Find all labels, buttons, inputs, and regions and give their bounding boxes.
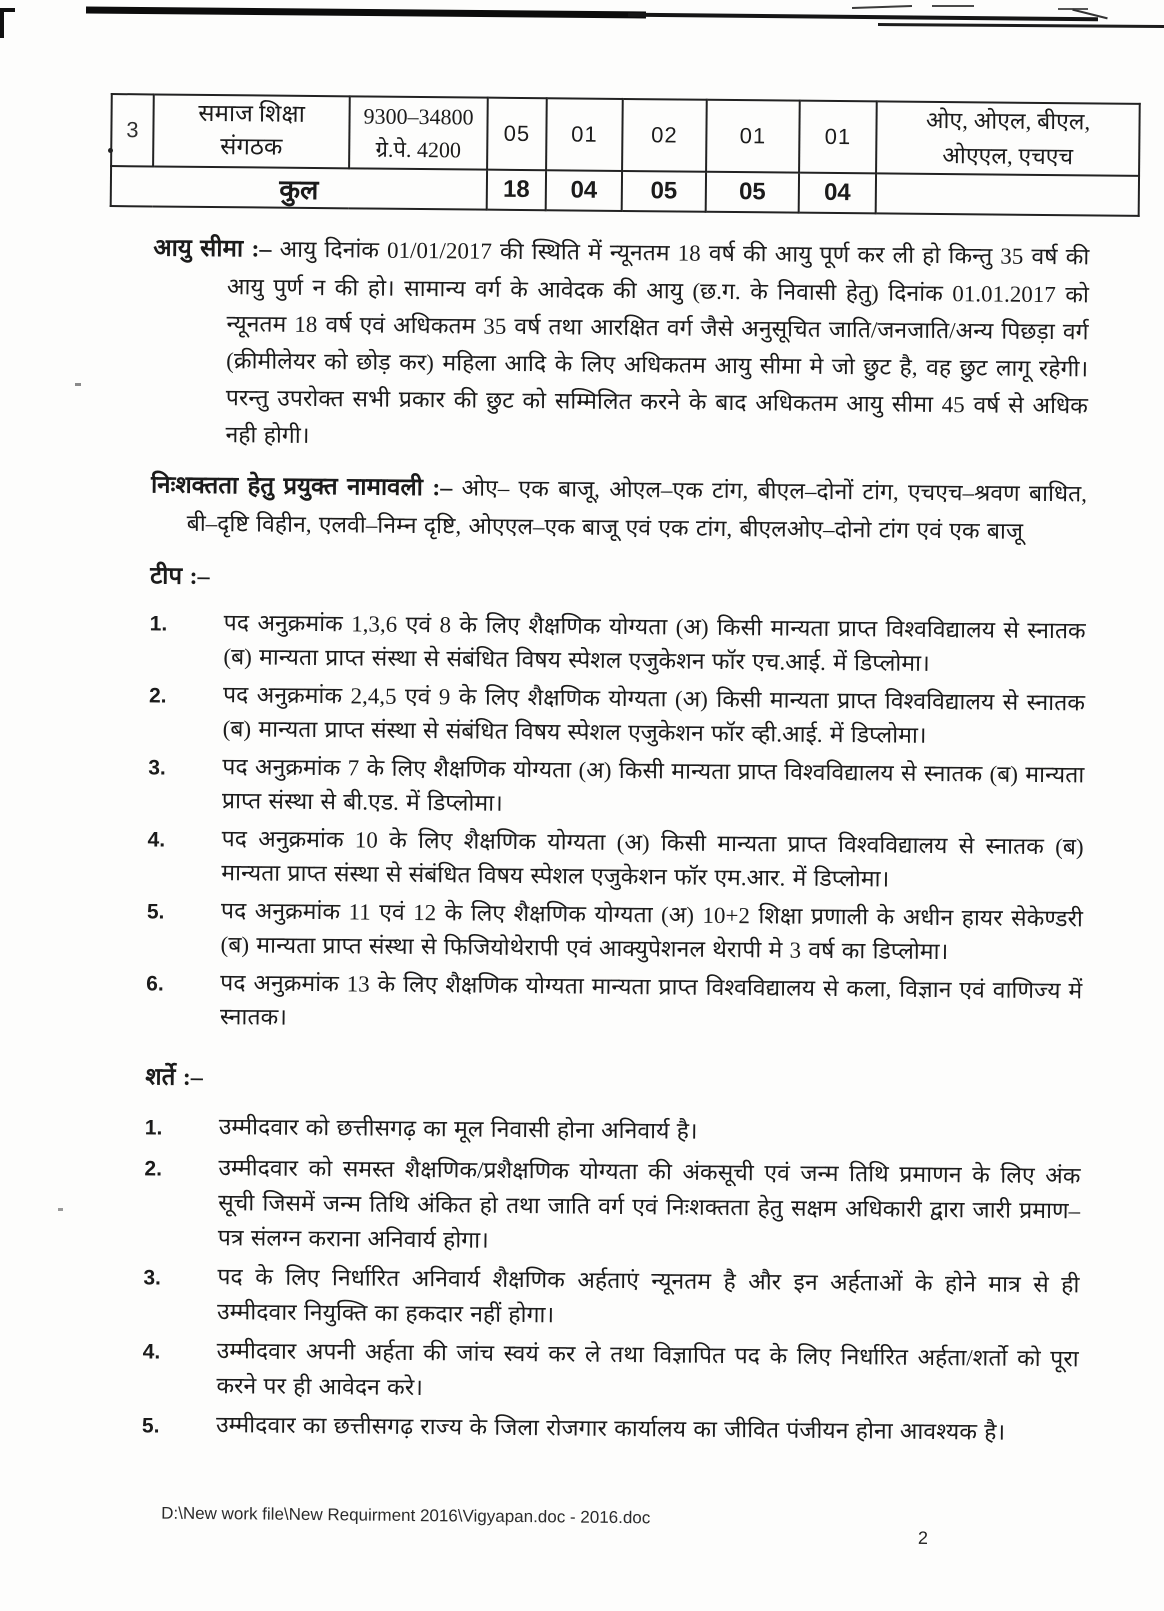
condition-item (143, 1258, 1080, 1337)
condition-text: उम्मीदवार का छत्तीसगढ़ राज्य के जिला रोजगार कार्यालय का जीवित पंजीयन होना आवश्यक है। (215, 1412, 1006, 1445)
condition-text: पद के लिए निर्धारित अनिवार्य शैक्षणिक अर्हताएं न्यूनतम है और इन अर्हताओं के होने मात्र से ही उम्मीदवार नियुक्ति का हकदार नहीं होगा। (216, 1264, 1080, 1328)
conditions-list (142, 1108, 1081, 1452)
note-item (149, 677, 1086, 754)
condition-item (142, 1332, 1079, 1411)
note-number: 2. (148, 684, 167, 708)
notes-list (146, 605, 1086, 1042)
note-item (148, 749, 1085, 826)
note-number: 6. (146, 972, 164, 996)
note-text: पद अनुक्रमांक 13 के लिए शैक्षणिक योग्यता मान्यता प्राप्त विश्वविद्यालय से कला, विज्ञान एवं वाणिज्य में स्नातक। (219, 970, 1083, 1030)
posts-count-cell: 05 (487, 98, 547, 171)
body-text-column (142, 229, 1090, 1456)
post-name-cell: समाज शिक्षा संगठक (153, 94, 350, 168)
note-text: पद अनुक्रमांक 2,4,5 एवं 9 के लिए शैक्षणिक योग्यता (अ) किसी मान्यता प्राप्त विश्वविद्यालय से स्नातक (ब) मान्यता प्राप्त संस्था से संबंधित विषय स्पेशल एजुकेशन फॉर व्ही.आई. में डिप्लोमा। (222, 682, 1086, 748)
note-number: 3. (148, 756, 166, 780)
note-item (149, 605, 1086, 682)
total-count-cell: 05 (622, 171, 706, 212)
condition-text: उम्मीदवार अपनी अर्हता की जांच स्वयं कर ले तथा विज्ञापित पद के लिए निर्धारित अर्हता/शर्तो को पूरा करने पर ही आवेदन करे। (216, 1338, 1079, 1401)
pay-scale-cell: 9300–34800 ग्रे.पे. 4200 (349, 96, 488, 169)
scan-artifact-corner (0, 8, 4, 38)
total-count-cell: 04 (546, 170, 622, 211)
condition-text: उम्मीदवार को छत्तीसगढ़ का मूल निवासी होना अनिवार्य है। (218, 1114, 698, 1144)
condition-number: 5. (141, 1414, 160, 1438)
condition-number: 4. (142, 1340, 161, 1364)
table-total-row (111, 166, 1139, 216)
note-number: 1. (149, 612, 168, 636)
notes-heading: टीप :– (150, 563, 210, 591)
condition-number: 3. (143, 1266, 162, 1290)
posts-count-cell: 02 (622, 99, 707, 172)
page-number: 2 (917, 1527, 929, 1548)
posts-count-cell: 01 (546, 98, 623, 171)
disability-codes-cell: ओए, ओएल, बीएल, ओएएल, एचएच (876, 101, 1140, 176)
total-count-cell: 18 (487, 170, 546, 211)
condition-item (144, 1149, 1081, 1263)
note-text: पद अनुक्रमांक 11 एवं 12 के लिए शैक्षणिक योग्यता (अ) 10+2 शिक्षा प्रणाली के अधीन हायर सेकेण्डरी (ब) मान्यता प्राप्त संस्था से फिजियोथेरापी एवं आक्युपेशनल थेरापी मे 3 वर्ष का डिप्लोमा। (220, 898, 1084, 965)
age-limit-body: आयु दिनांक 01/01/2017 की स्थिति में न्यूनतम 18 वर्ष की आयु पूर्ण कर ली हो किन्तु 35 वर्ष की आयु पुर्ण न की हो। सामान्य वर्ग के आवेदक की आयु (छ.ग. के निवासी हेतु) दिनांक 01.01.2017 को न्यूनतम 18 वर्ष एवं अधिकतम 35 वर्ष तथा आरक्षित वर्ग जैसे अनुसूचित जाति/जनजाति/अन्य पिछड़ा वर्ग (क्रीमीलेयर को छोड़ कर) महिला आदि के लिए अधिकतम आयु सीमा मे जो छुट है, वह छुट लागू रहेगी। परन्तु उपरोक्त सभी प्रकार की छुट को सम्मिलित करने के बाद अधिकतम आयु सीमा 45 वर्ष से अधिक नही होगी। (225, 236, 1090, 448)
posts-count-cell: 01 (799, 101, 877, 174)
age-limit-heading: आयु सीमा :– (153, 235, 272, 263)
disability-nomenclature-heading: निःशक्तता हेतु प्रयुक्त नामावली :– (150, 472, 453, 502)
condition-item (145, 1108, 1081, 1154)
posts-count-cell: 01 (706, 100, 800, 173)
table-row (111, 94, 1140, 176)
conditions-heading: शर्ते :– (145, 1064, 203, 1091)
note-text: पद अनुक्रमांक 10 के लिए शैक्षणिक योग्यता (अ) किसी मान्यता प्राप्त विश्वविद्यालय से स्नातक (ब) मान्यता प्राप्त संस्था से संबंधित विषय स्पेशल एजुकेशन फॉर एम.आर. में डिप्लोमा। (221, 826, 1084, 892)
note-item (146, 893, 1083, 970)
total-count-cell: 05 (706, 172, 799, 213)
scan-artifact-dash (932, 5, 974, 7)
serial-cell: 3 (111, 94, 154, 166)
condition-text: उम्मीदवार को समस्त शैक्षणिक/प्रशैक्षणिक योग्यता की अंकसूची एवं जन्म तिथि प्रमाणन के लिए अंक सूची जिसमें जन्म तिथि अंकित हो तथा जाति वर्ग एवं निःशक्तता हेतु सक्षम अधिकारी द्वारा जारी प्रमाण–पत्र संलग्न कराना अनिवार्य होगा। (217, 1155, 1081, 1253)
condition-number: 1. (144, 1116, 163, 1140)
note-item (147, 821, 1084, 898)
disability-nomenclature-body: ओए– एक बाजू, ओएल–एक टांग, बीएल–दोनों टांग, एचएच–श्रवण बाधित, बी–दृष्टि विहीन, एलवी–निम्न दृष्टि, ओएएल–एक बाजू एवं एक टांग, बीएलओए–दोनो टांग एवं एक बाजू (186, 475, 1088, 544)
note-number: 4. (147, 828, 166, 852)
vacancy-table (110, 93, 1141, 217)
condition-item (142, 1406, 1078, 1452)
section-age-limit (151, 229, 1089, 461)
section-disability-nomenclature (150, 466, 1087, 551)
footer-file-path: D:\New work file\New Requirment 2016\Vigyapan.doc - 2016.doc (161, 1503, 651, 1528)
total-count-cell: 04 (799, 173, 876, 214)
note-text: पद अनुक्रमांक 7 के लिए शैक्षणिक योग्यता (अ) किसी मान्यता प्राप्त विश्वविद्यालय से स्नातक (ब) मान्यता प्राप्त संस्था से बी.एड. में डिप्लोमा। (221, 754, 1085, 816)
condition-number: 2. (144, 1157, 163, 1181)
note-text: पद अनुक्रमांक 1,3,6 एवं 8 के लिए शैक्षणिक योग्यता (अ) किसी मान्यता प्राप्त विश्वविद्यालय से स्नातक (ब) मान्यता प्राप्त संस्था से संबंधित विषय स्पेशल एजुकेशन फॉर एच.आई. में डिप्लोमा। (223, 610, 1086, 676)
note-number: 5. (146, 900, 165, 924)
note-item (146, 965, 1083, 1042)
total-label-cell: कुल (111, 166, 487, 210)
empty-cell (876, 173, 1139, 216)
